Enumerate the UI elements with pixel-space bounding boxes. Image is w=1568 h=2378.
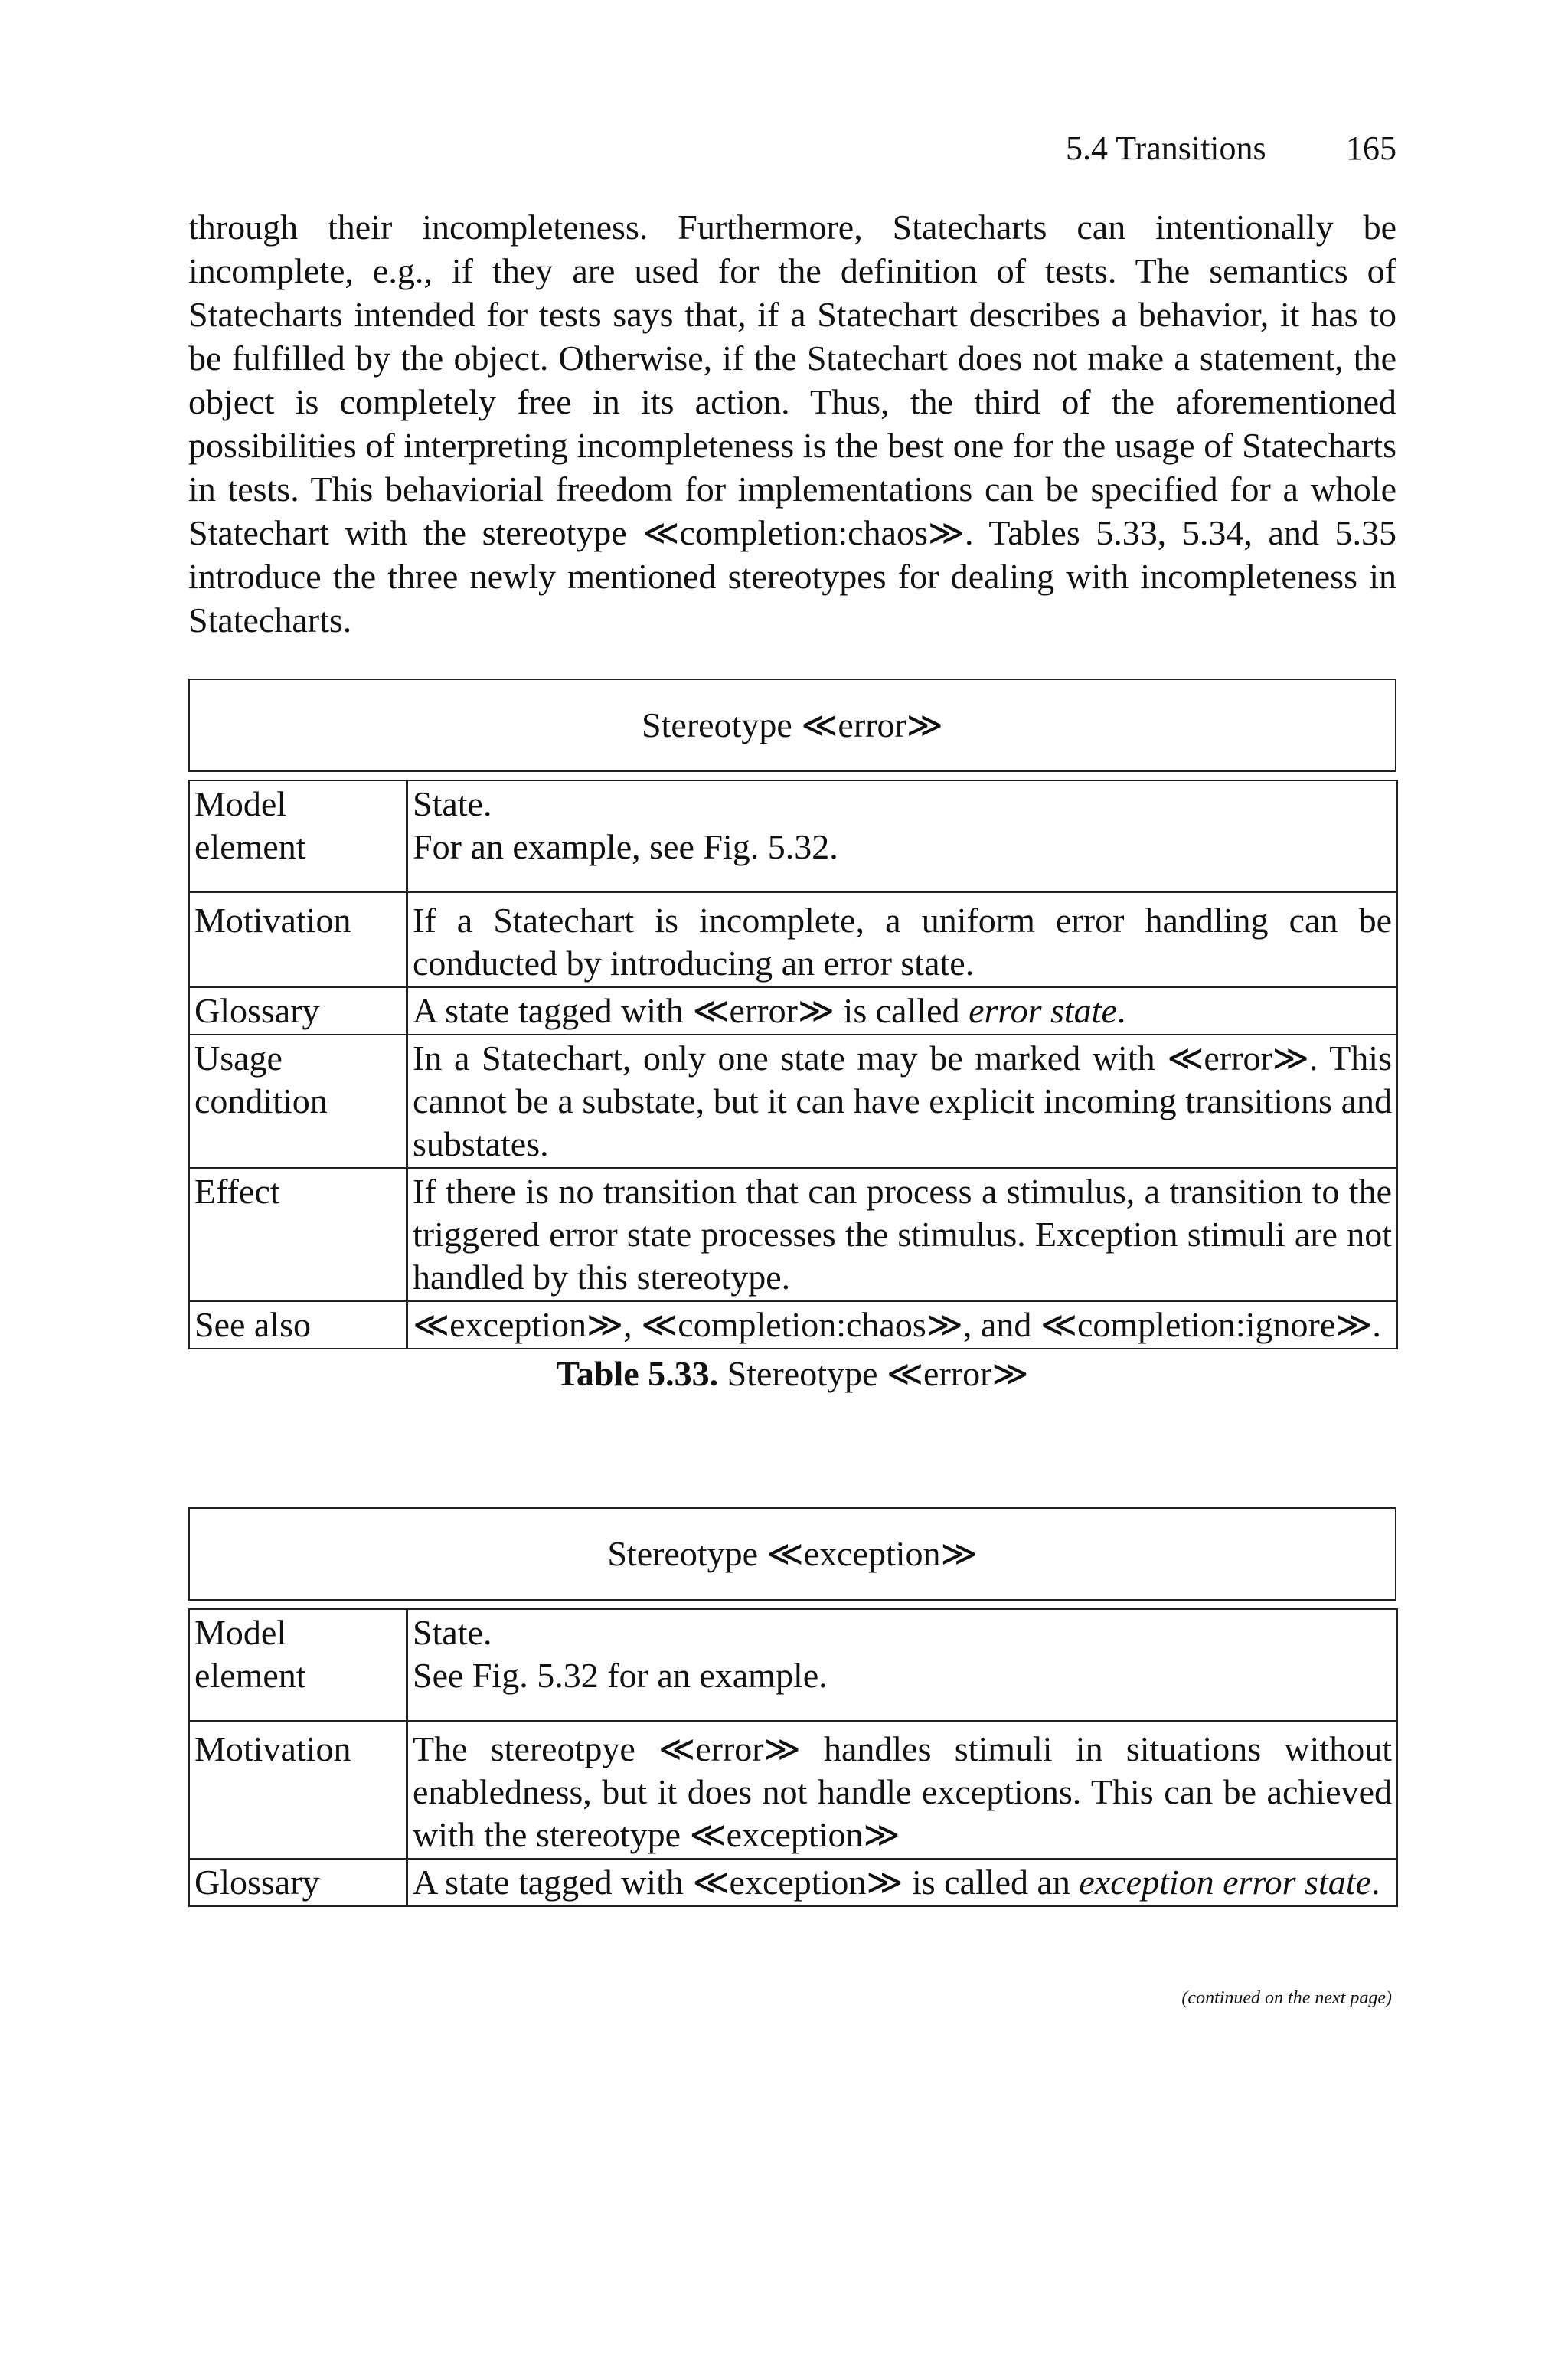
body-paragraph: through their incompleteness. Furthermore, Statecharts can intentionally be incomplete, e.g., if they are used for the definition of tests. The semantics of Statecharts intended for tests says that, if a Statechart describes a behavior, it has to be fulfilled by the object. Otherwise, if the Statechart does not make a statement, the object is completely free in its action. Thus, the third of the aforementioned possibilities of interpreting incompleteness is the best one for the usage of Statecharts in tests. This behaviorial freedom for implementations can be specified for a whole Statechart with the stereotype ≪completion:chaos≫. Tables 5.33, 5.34, and 5.35 introduce the three newly mentioned stereotypes for dealing with incompleteness in Statecharts. [188,208,1396,639]
row-value-line: For an example, see Fig. 5.32. [413,827,838,866]
table-row [189,1168,1397,1301]
stereotype-table [188,1608,1398,1907]
row-value-line: State. [413,1613,492,1652]
row-key: Usage condition [189,1035,407,1168]
row-key: Motivation [189,892,407,987]
table-row [189,1301,1397,1349]
table-title-box [188,1507,1396,1601]
table-row [189,780,1397,892]
table-row [189,1035,1397,1168]
page-number: 165 [1346,129,1396,167]
table-row [189,987,1397,1035]
row-key: Glossary [189,1859,407,1906]
row-value: In a Statechart, only one state may be marked with ≪error≫. This cannot be a substate, but it can have explicit incoming transitions and substates. [407,1035,1398,1168]
caption-label: Table 5.33. [556,1354,719,1393]
row-key: Glossary [189,987,407,1035]
glossary-text: A state tagged with ≪error≫ is called [413,991,969,1030]
row-value: ≪exception≫, ≪completion:chaos≫, and ≪completion:ignore≫. [407,1301,1398,1349]
row-value [407,1609,1398,1721]
row-key: Model element [189,780,407,892]
table-row [189,892,1397,987]
row-value-line: See Fig. 5.32 for an example. [413,1656,828,1695]
row-value: If there is no transition that can process a stimulus, a transition to the triggered error state processes the stimulus. Exception stimuli are not handled by this stereotype. [407,1168,1398,1301]
glossary-term: error state [969,991,1117,1030]
glossary-text: A state tagged with ≪exception≫ is called an [413,1863,1080,1902]
stereotype-table [188,780,1398,1349]
glossary-end: . [1370,1863,1380,1902]
glossary-term: exception error state [1079,1863,1371,1902]
table-row [189,1859,1397,1906]
row-value [407,987,1398,1035]
row-key: See also [189,1301,407,1349]
table-title: Stereotype ≪exception≫ [607,1534,978,1573]
table-title-box [188,679,1396,772]
row-value [407,780,1398,892]
table-row [189,1609,1397,1721]
caption-text: Stereotype ≪error≫ [718,1354,1029,1393]
row-value: The stereotpye ≪error≫ handles stimuli in situations without enabledness, but it does not handle exceptions. This can be achieved with the stereotype ≪exception≫ [407,1721,1398,1859]
table-row [189,1721,1397,1859]
row-key: Effect [189,1168,407,1301]
continued-note: (continued on the next page) [1181,1988,1392,2008]
row-key: Model element [189,1609,407,1721]
glossary-end: . [1116,991,1126,1030]
row-value-line: State. [413,784,492,823]
table-title: Stereotype ≪error≫ [642,705,943,744]
row-value: If a Statechart is incomplete, a uniform error handling can be conducted by introducing an error state. [407,892,1398,987]
table-caption [188,1353,1396,1395]
section-title: 5.4 Transitions [1066,129,1266,167]
row-value [407,1859,1398,1906]
row-key: Motivation [189,1721,407,1859]
